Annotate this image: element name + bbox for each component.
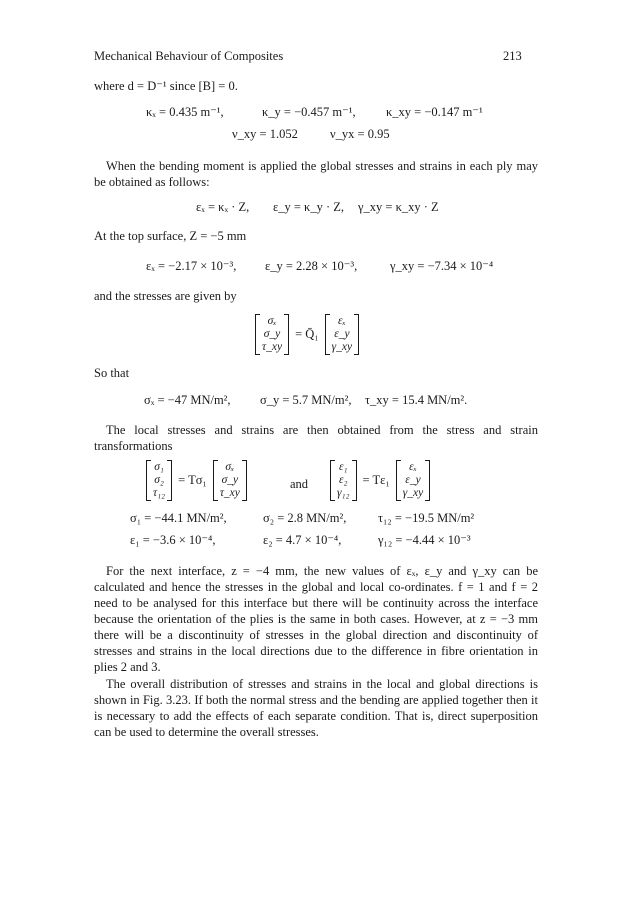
tau-xy-value: τ_xy = 15.4 MN/m².: [365, 393, 468, 407]
and-word: and: [290, 477, 309, 491]
vector-entry: γ₁₂: [337, 487, 350, 499]
t-eps-operator: = Tε₁: [362, 473, 390, 487]
running-title: Mechanical Behaviour of Composites: [94, 49, 284, 63]
vector-entry: σₓ: [225, 461, 235, 473]
local-strain-equation: [330, 460, 430, 501]
vector-entry: ε₁: [339, 461, 348, 473]
kappa-xy: κ_xy = −0.147 m⁻¹: [386, 105, 483, 119]
global-strain-vector: [325, 314, 360, 355]
paragraph-overall: The overall distribution of stresses and strains in the local and global directions is shown in Fig. 3.23. If both the normal stress and the bending are applied together then it is necessary to add the effects of each separate condition. That is, direct superposition can be used to determine the overall stresses.: [94, 677, 538, 739]
vector-entry: ε_y: [405, 474, 421, 486]
paragraph-bending: When the bending moment is applied the global stresses and strains in each ply may be obtained as follows:: [94, 159, 538, 189]
sigma1-value: σ₁ = −44.1 MN/m²,: [130, 511, 227, 525]
page-number: 213: [503, 49, 522, 63]
paragraph-next-interface: For the next interface, z = −4 mm, the new values of εₓ, ε_y and γ_xy can be calculated and hence the stresses in the global and local co-ordinates. f = 1 and f = 2 need to be analysed for this interface but there will be continuity across the interface because the orientation of the plies is the same in both cases. However, at z = −3 mm there will be a discontinuity of stresses in the global direction and discontinuity of stresses and strains in the local directions due to the difference in fibre orientation in plies 2 and 3.: [94, 564, 538, 674]
stresses-given-line: and the stresses are given by: [94, 289, 237, 303]
where-d-line: where d = D⁻¹ since [B] = 0.: [94, 79, 238, 93]
sigma-x-value: σₓ = −47 MN/m²,: [144, 393, 231, 407]
vector-entry: σ_y: [221, 474, 239, 486]
sigma-y-value: σ_y = 5.7 MN/m²,: [260, 393, 352, 407]
gamma-xy-kappa: γ_xy = κ_xy · Z: [358, 200, 439, 214]
sigma2-value: σ₂ = 2.8 MN/m²,: [263, 511, 347, 525]
gamma12-value: γ₁₂ = −4.44 × 10⁻³: [378, 533, 471, 547]
so-that-line: So that: [94, 366, 130, 380]
global-stress-vector: [255, 314, 289, 355]
eps-y-kappa: ε_y = κ_y · Z,: [273, 200, 345, 214]
vector-entry: εₓ: [337, 315, 346, 327]
paragraph-local: The local stresses and strains are then obtained from the stress and strain transformations: [94, 423, 538, 453]
vector-entry: σ₂: [154, 474, 164, 486]
kappa-x: κₓ = 0.435 m⁻¹,: [146, 105, 224, 119]
global-strain-vector: [396, 460, 431, 501]
eps-x-value: εₓ = −2.17 × 10⁻³,: [146, 259, 237, 273]
local-stress-equation: [146, 460, 247, 501]
qbar-operator: = Q̄₁: [295, 327, 319, 341]
nu-xy: ν_xy = 1.052: [232, 127, 298, 141]
vector-entry: τ₁₂: [153, 487, 166, 499]
vector-entry: σ₁: [154, 461, 164, 473]
vector-entry: ε₂: [339, 474, 348, 486]
eps1-value: ε₁ = −3.6 × 10⁻⁴,: [130, 533, 216, 547]
vector-entry: τ_xy: [219, 487, 240, 499]
vector-entry: γ_xy: [402, 487, 424, 499]
global-stress-strain-equation: [255, 314, 359, 355]
eps-x-kappa: εₓ = κₓ · Z,: [196, 200, 250, 214]
tau12-value: τ₁₂ = −19.5 MN/m²: [378, 511, 475, 525]
vector-entry: εₓ: [409, 461, 417, 473]
eps-y-value: ε_y = 2.28 × 10⁻³,: [265, 259, 358, 273]
vector-entry: σ_y: [263, 328, 281, 340]
vector-entry: σₓ: [267, 315, 277, 327]
gamma-xy-value: γ_xy = −7.34 × 10⁻⁴: [390, 259, 494, 273]
vector-entry: τ_xy: [262, 341, 283, 353]
top-surface-line: At the top surface, Z = −5 mm: [94, 229, 247, 243]
local-strain-vector: [330, 460, 357, 501]
vector-entry: ε_y: [334, 328, 350, 340]
kappa-y: κ_y = −0.457 m⁻¹,: [262, 105, 356, 119]
local-stress-vector: [146, 460, 172, 501]
vector-entry: γ_xy: [331, 341, 353, 353]
nu-yx: ν_yx = 0.95: [330, 127, 390, 141]
t-sigma-operator: = Tσ₁: [178, 473, 207, 487]
global-stress-vector: [213, 460, 247, 501]
eps2-value: ε₂ = 4.7 × 10⁻⁴,: [263, 533, 342, 547]
